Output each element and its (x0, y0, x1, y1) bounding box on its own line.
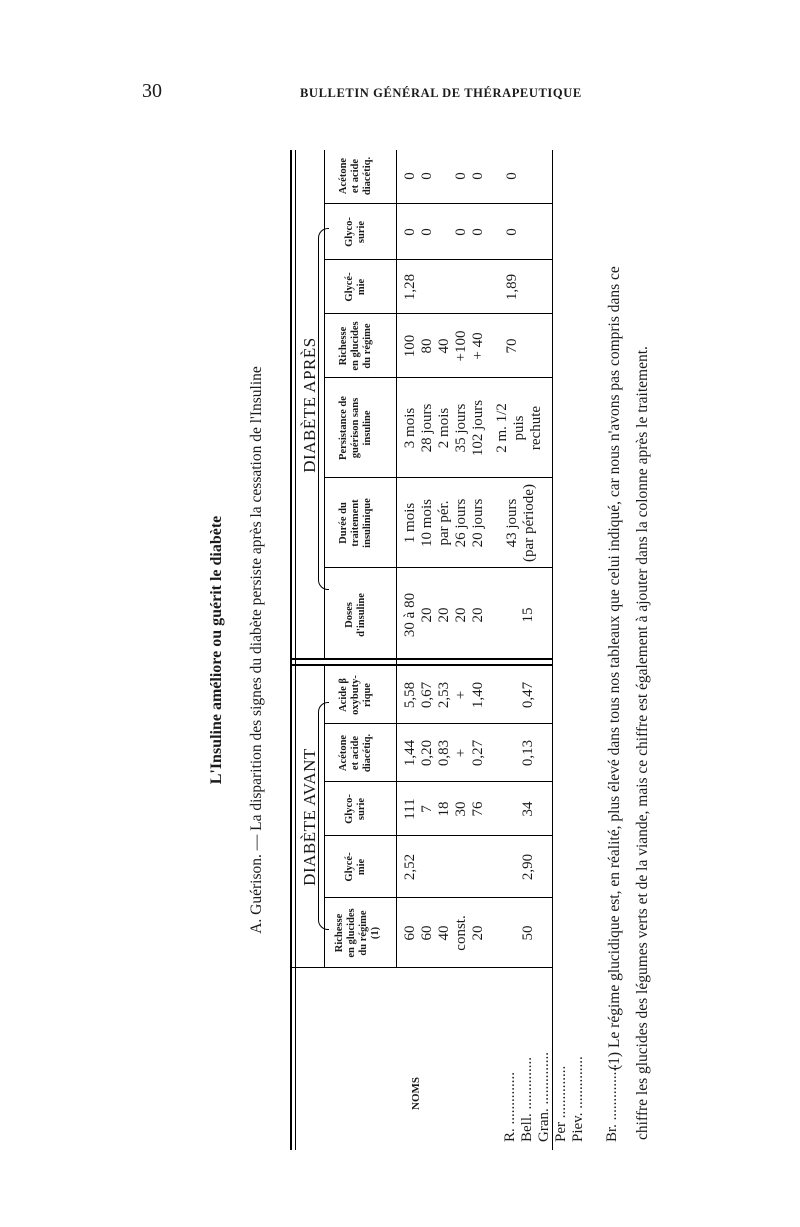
br-acetone-apres: 0 (504, 172, 520, 180)
header-noms: NOMS (410, 1077, 422, 1110)
col-rule (324, 259, 552, 260)
page-number: 30 (142, 80, 162, 102)
col-rule (292, 967, 552, 968)
br-glycosurie-apres: 0 (504, 228, 520, 236)
col-rule (324, 203, 552, 204)
br-acide-avant: 0,47 (520, 681, 536, 709)
footnote-line-2: chiffre les glucides des légumes verts et de la viande, mais ce chiffre est également à ajouter dans la colonne après le traitement. (634, 346, 651, 1140)
running-head: BULLETIN GÉNÉRAL DE THÉRAPEUTIQUE (300, 86, 582, 100)
col-rule (324, 567, 552, 568)
group-before-brace (318, 702, 329, 930)
br-acetone-avant: 0,13 (520, 739, 536, 767)
col-rule (324, 477, 552, 478)
header-persistance: Persistance de guérison sans insuline (338, 396, 373, 460)
br-richesse-avant: 50 (520, 925, 536, 941)
col-doses: 30 à 80 20 20 20 20 (402, 592, 486, 638)
br-persistance: 2 m. 1/2 puis rechute (494, 403, 544, 453)
col-glycemie-avant: 2,52 (402, 853, 418, 881)
name-row: Piev. .............. (570, 1056, 586, 1142)
header-glycosurie-avant: Glyco- surie (344, 794, 367, 824)
header-glycemie-avant: Glycé- mie (344, 852, 367, 882)
col-acetone-avant: 1,44 0,20 0,83 + 0,27 (402, 739, 486, 767)
name-row: Per .............. (553, 1065, 569, 1142)
header-glycemie-apres: Glycé- mie (344, 272, 367, 302)
col-glycosurie-apres: 0 0 0 0 (402, 228, 486, 236)
name-row: Gran. .............. (536, 1052, 552, 1142)
col-rule (324, 897, 552, 898)
br-glycemie-avant: 2,90 (520, 853, 536, 881)
br-duree: 43 jours (par période) (504, 484, 537, 562)
name-row (587, 972, 604, 1142)
br-glycosurie-avant: 34 (520, 801, 536, 817)
br-doses: 15 (520, 607, 536, 623)
header-acetone-apres: Acétone et acide diacétiq. (338, 156, 373, 196)
header-bottom-rule (396, 150, 397, 968)
names-column (502, 972, 621, 1142)
group-after-brace (318, 228, 329, 590)
col-rule (324, 313, 552, 314)
header-richesse-apres: Richesse en glucides du régime (338, 321, 373, 371)
col-glycemie-apres: 1,28 (402, 273, 418, 301)
group-after-label: DIABÈTE APRÈS (300, 337, 319, 473)
col-duree: 1 mois 10 mois par pér. 26 jours 20 jours (402, 498, 486, 548)
col-acetone-apres: 0 0 0 0 (402, 172, 486, 180)
header-duree: Durée du traitement insulinique (338, 498, 373, 548)
header-acide-avant: Acide β oxybuty- rique (338, 675, 373, 715)
rotated-table-block (200, 150, 800, 1150)
table-title: L'Insuline améliore ou guérit le diabète (208, 515, 225, 785)
header-acetone-avant: Acétone et acide diacétiq. (338, 733, 373, 773)
col-richesse-avant: 60 60 40 const. 20 (402, 915, 486, 951)
name-row: Bell. .............. (519, 1057, 535, 1142)
col-rule (324, 723, 552, 724)
header-richesse-avant: Richesse en glucides du régime (1) (334, 908, 381, 958)
footnote-line-1: (1) Le régime glucidique est, en réalité, plus élevé dans tous nos tableaux que celui indiqué, car nous n'avons pas compris dans ce (606, 266, 623, 1070)
col-persistance: 3 mois 28 jours 2 mois 35 jours 102 jours (402, 399, 486, 457)
name-row: R. .............. (502, 1071, 518, 1142)
br-richesse-apres: 70 (504, 338, 520, 354)
header-doses: Doses d'insuline (344, 593, 367, 637)
header-glycosurie-apres: Glyco- surie (344, 217, 367, 247)
top-double-rule (290, 150, 296, 1150)
br-glycemie-apres: 1,89 (504, 273, 520, 301)
table-subtitle: A. Guérison. — La disparition des signes du diabète persiste après la cessation de l'Insuline (248, 366, 265, 934)
col-rule (324, 835, 552, 836)
col-rule (324, 781, 552, 782)
name-row: Br. ............... (604, 1064, 620, 1142)
group-before-label: DIABÈTE AVANT (300, 748, 319, 886)
col-rule (324, 377, 552, 378)
col-glycosurie-avant: 111 7 18 30 76 (402, 798, 486, 820)
col-richesse-apres: 100 80 40 +100 + 40 (402, 330, 486, 362)
col-acide-avant: 5,58 0,67 2,53 + 1,40 (402, 681, 486, 709)
